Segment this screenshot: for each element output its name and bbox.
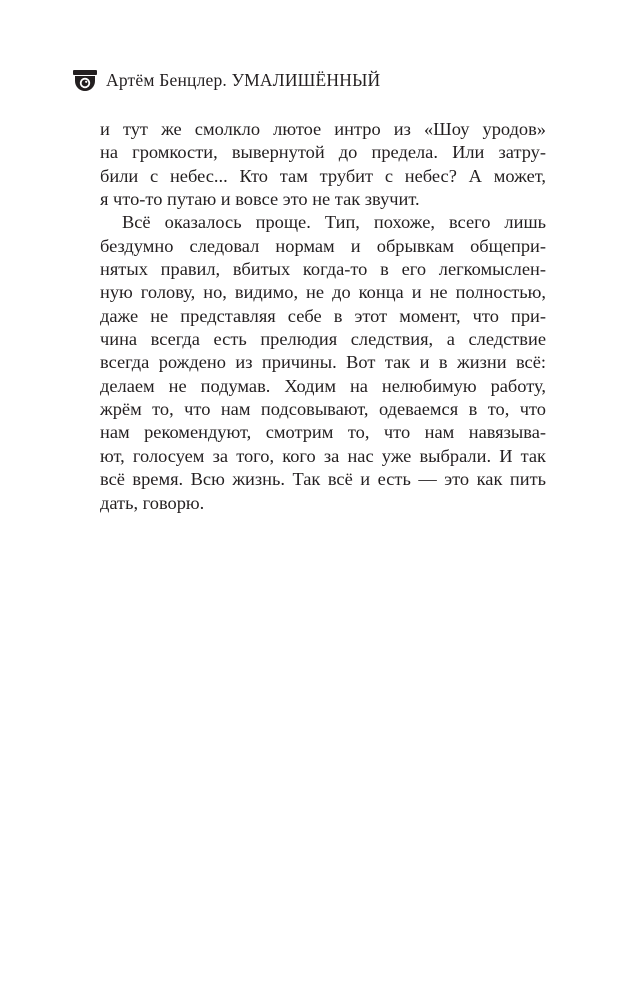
text-line: чина всегда есть прелюдия следствия, а следствие: [100, 329, 546, 350]
running-header: [72, 66, 380, 94]
text-line: Всё оказалось проще. Тип, похоже, всего лишь: [122, 212, 546, 233]
text-line: жрём то, что нам подсовывают, одеваемся в то, что: [100, 399, 546, 420]
text-line: нам рекомендуют, смотрим то, что нам навязыва-: [100, 422, 546, 443]
text-line: и тут же смолкло лютое интро из «Шоу уродов»: [100, 119, 546, 139]
page-body: [100, 118, 546, 515]
text-line: бездумно следовал нормам и обрывкам общепри-: [100, 235, 546, 256]
paragraph-2: [100, 211, 546, 514]
text-line: ют, голосуем за того, кого за нас уже выбрали. И так: [100, 445, 546, 466]
paragraph-1: [100, 118, 546, 211]
text-line: даже не представляя себе в этот момент, что при-: [100, 305, 546, 326]
text-line: дать, говорю.: [100, 492, 205, 513]
text-line: всё время. Всю жизнь. Так всё и есть — это как пить: [100, 469, 546, 490]
running-header-title: Артём Бенцлер. УМАЛИШЁННЫЙ: [106, 69, 381, 90]
text-line: нятых правил, вбитых когда-то в его легкомыслен-: [100, 259, 546, 280]
text-line: делаем не подумав. Ходим на нелюбимую работу,: [100, 375, 546, 396]
text-line: на громкости, вывернутой до предела. Или затру-: [100, 142, 546, 163]
text-line: всегда рождено из причины. Вот так и в жизни всё:: [100, 352, 546, 373]
text-line: я что-то путаю и вовсе это не так звучит.: [100, 189, 420, 210]
camera-dome-icon: [72, 67, 98, 93]
text-line: ную голову, но, видимо, не до конца и не полностью,: [100, 282, 546, 303]
text-line: били с небес... Кто там трубит с небес? А может,: [100, 165, 546, 186]
